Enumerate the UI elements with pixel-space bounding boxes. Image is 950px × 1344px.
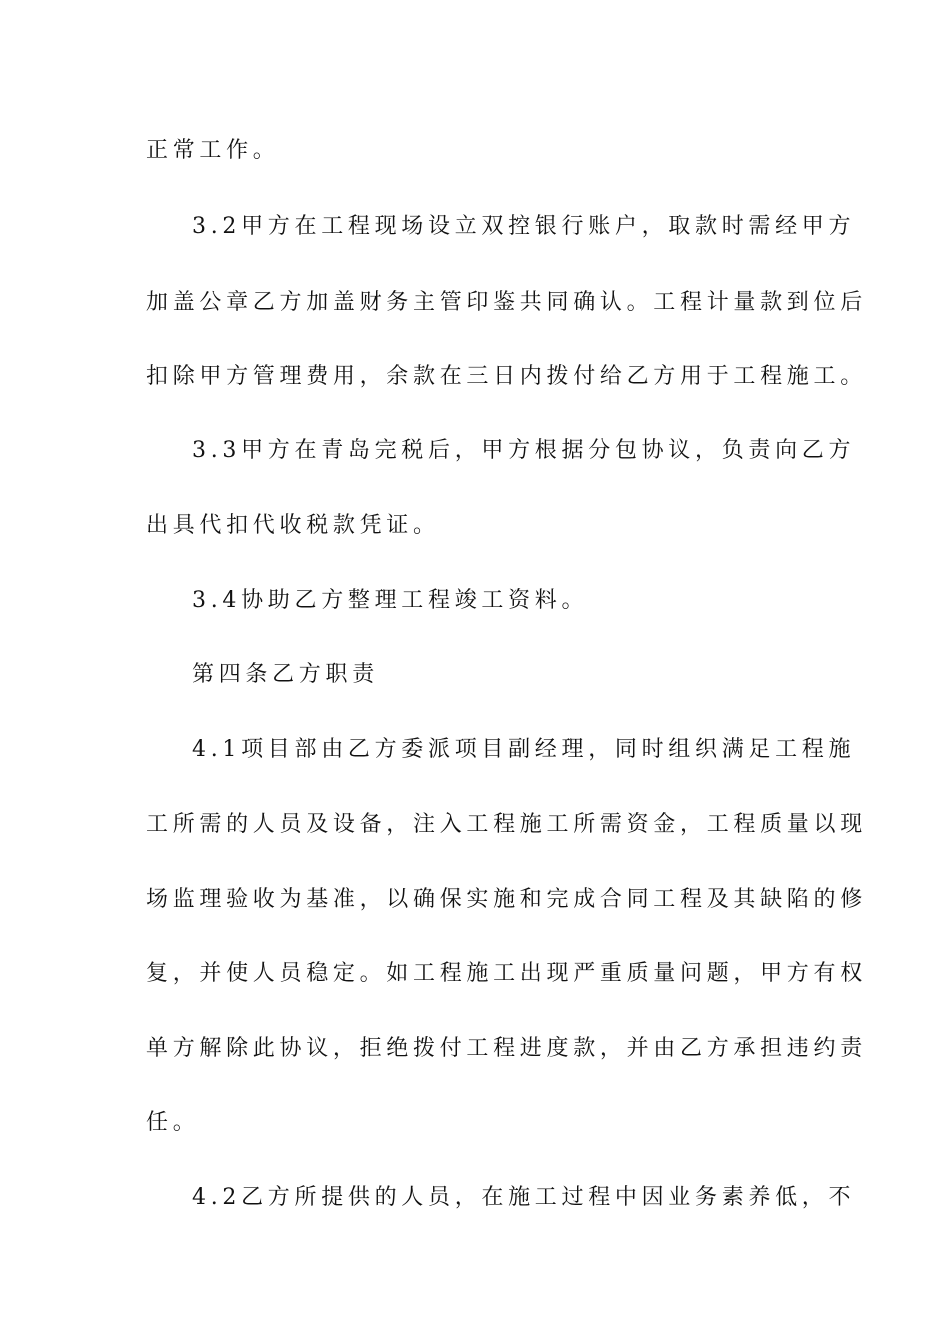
text-line: 加盖公章乙方加盖财务主管印鉴共同确认。工程计量款到位后 (146, 290, 867, 315)
text-line: 复，并使人员稳定。如工程施工出现严重质量问题，甲方有权 (146, 961, 867, 986)
clause-3-2-line: 3.2甲方在工程现场设立双控银行账户，取款时需经甲方 (192, 214, 856, 239)
clause-3-4-line: 3.4协助乙方整理工程竣工资料。 (192, 588, 589, 613)
text-line: 任。 (146, 1110, 200, 1135)
clause-4-2-line: 4.2乙方所提供的人员，在施工过程中因业务素养低，不 (192, 1185, 856, 1210)
clause-3-3-line: 3.3甲方在青岛完税后，甲方根据分包协议，负责向乙方 (192, 438, 856, 463)
text-line: 正常工作。 (146, 138, 280, 163)
text-line: 扣除甲方管理费用，余款在三日内拨付给乙方用于工程施工。 (146, 364, 867, 389)
clause-4-1-line: 4.1项目部由乙方委派项目副经理，同时组织满足工程施 (192, 737, 856, 762)
text-line: 场监理验收为基准，以确保实施和完成合同工程及其缺陷的修 (146, 887, 867, 912)
text-line: 出具代扣代收税款凭证。 (146, 513, 440, 538)
text-line: 工所需的人员及设备，注入工程施工所需资金，工程质量以现 (146, 812, 867, 837)
text-line: 单方解除此协议，拒绝拨付工程进度款，并由乙方承担违约责 (146, 1036, 867, 1061)
article-4-heading: 第四条乙方职责 (192, 662, 379, 687)
